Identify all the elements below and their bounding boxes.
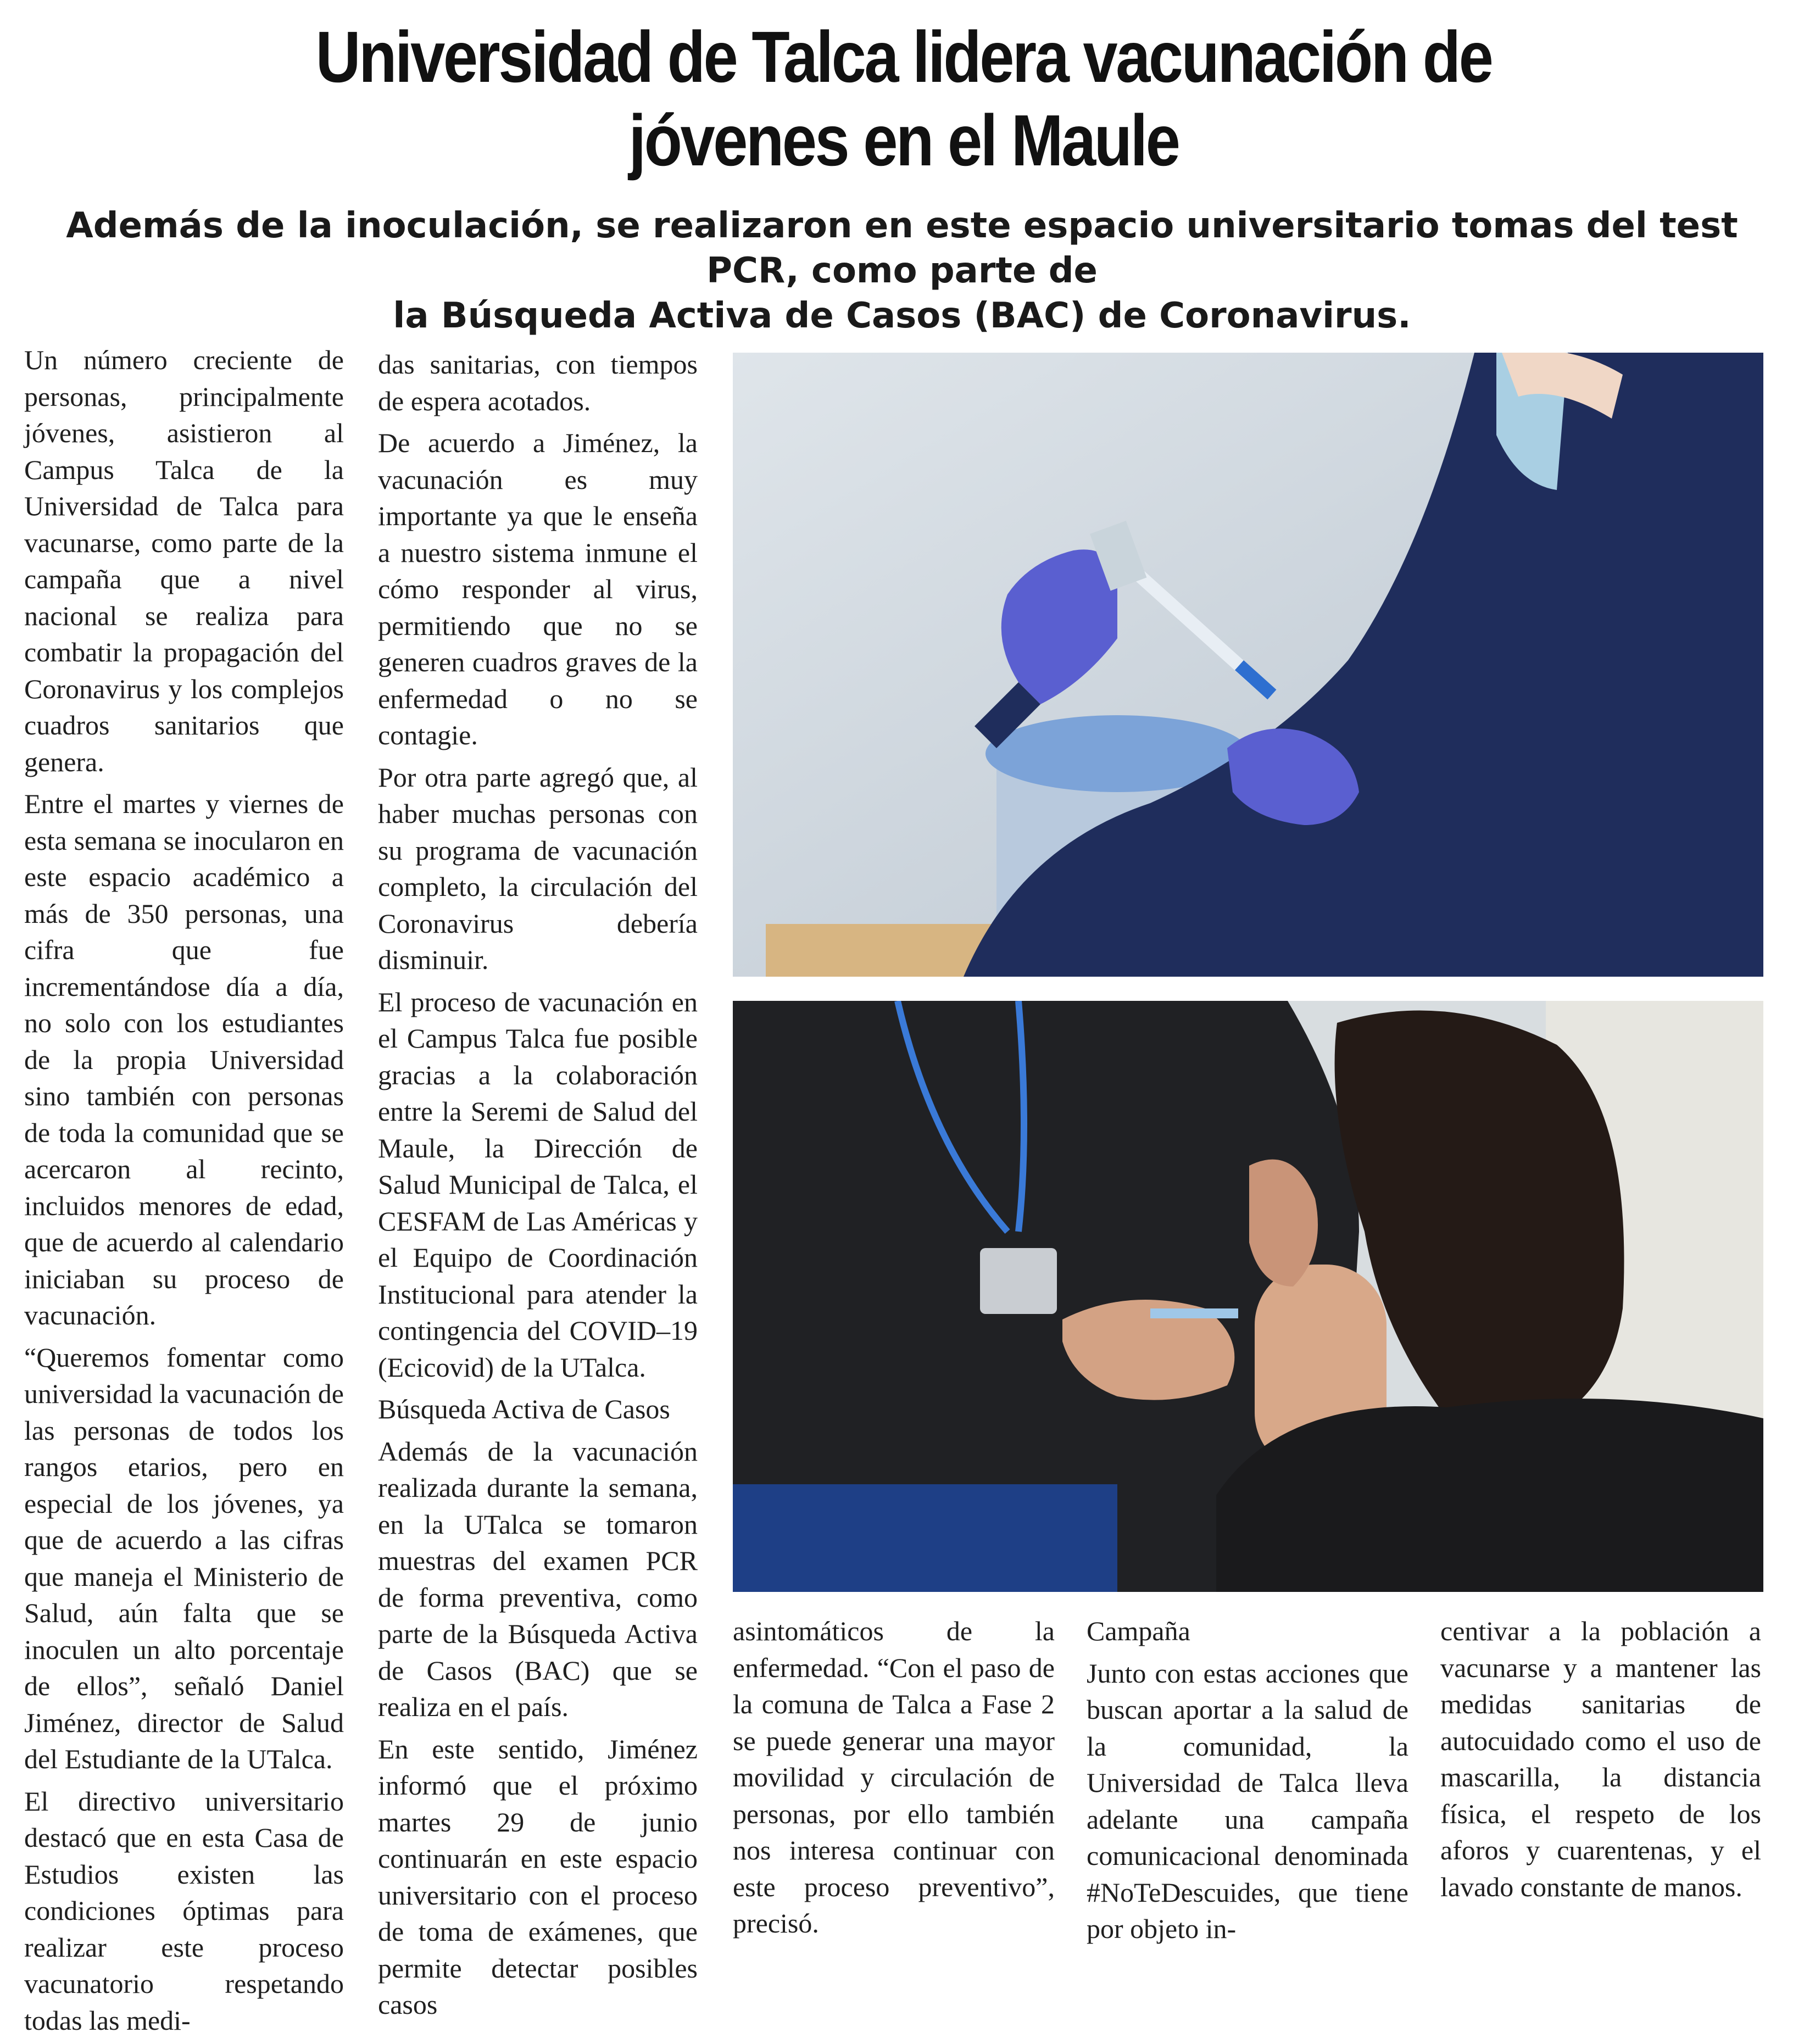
paragraph: El proceso de vacunación en el Campus Talca fue posible gracias a la colaboración entre la Seremi de Salud del Maule, la Dirección de Salud Municipal de Talca, el CESFAM de Las Américas y el Equipo de Coordinación Institucional para atender la contingencia del COVID–19 (Ecicovid) de la UTalca. (378, 986, 698, 1383)
subheadline (16, 203, 1788, 338)
headline-line-2: jóvenes en el Maule (628, 100, 1179, 181)
paragraph: Junto con estas acciones que buscan aportar a la salud de la comunidad, la Universidad de Talca lleva adelante una campaña comunicacional denominada #NoTeDescuides, que tiene por objeto in- (1087, 1657, 1408, 1944)
headline (197, 15, 1610, 182)
article-column-2 (378, 346, 698, 2029)
paragraph: Entre el martes y viernes de esta semana se inocularon en este espacio académico a más de 350 personas, una cifra que fue incrementándose día a día, no solo con los estudiantes de la propia Universidad sino también con personas de toda la comunidad que se acercaron al recinto, incluidos menores de edad, que de acuerdo al calendario iniciaban su proceso de vacunación. (24, 788, 344, 1330)
article-column-5 (1440, 1613, 1761, 1911)
subheadline-line-1: Además de la inoculación, se realizaron en este espacio universitario tomas del test PCR, como parte de (66, 205, 1738, 291)
subheadline-line-2: la Búsqueda Activa de Casos (BAC) de Coronavirus. (393, 296, 1411, 336)
section-subheading: Campaña (1087, 1616, 1190, 1646)
article-column-3 (733, 1613, 1055, 1947)
paragraph: centivar a la población a vacunarse y a mantener las medidas sanitarias de autocuidado como el uso de mascarilla, la distancia física, el respeto de los aforos y cuarentenas, y el lavado constante de manos. (1440, 1616, 1761, 1902)
paragraph: Además de la vacunación realizada durante la semana, en la UTalca se tomaron muestras del examen PCR de forma preventiva, como parte de la Búsqueda Activa de Casos (BAC) que se realiza en el país. (378, 1435, 698, 1722)
article-column-4 (1087, 1613, 1408, 1953)
arm-injection-photo-icon (733, 1001, 1763, 1592)
arm-injection-photo (733, 1001, 1763, 1592)
paragraph: Por otra parte agregó que, al haber muchas personas con su programa de vacunación completo, la circulación del Coronavirus debería disminuir. (378, 761, 698, 975)
paragraph: En este sentido, Jiménez informó que el próximo martes 29 de junio continuarán en este espacio universitario con el proceso de toma de exámenes, que permite detectar posibles casos (378, 1733, 698, 2020)
syringe-vaccine-photo-icon (733, 353, 1763, 977)
paragraph: Un número creciente de personas, principalmente jóvenes, asistieron al Campus Talca de la Universidad de Talca para vacunarse, como parte de la campaña que a nivel nacional se realiza para combatir la propagación del Coronavirus y los complejos cuadros sanitarios que genera. (24, 344, 344, 777)
section-subheading: Búsqueda Activa de Casos (378, 1394, 670, 1424)
vaccine-syringe-photo (733, 353, 1763, 977)
paragraph: asintomáticos de la enfermedad. “Con el paso de la comuna de Talca a Fase 2 se puede generar una mayor movilidad y circulación de personas, por ello también nos interesa continuar con este proceso preventivo”, precisó. (733, 1616, 1055, 1939)
paragraph: El directivo universitario destacó que en esta Casa de Estudios existen las condiciones óptimas para realizar este proceso vacunatorio respetando todas las medi- (24, 1785, 344, 2036)
paragraph: De acuerdo a Jiménez, la vacunación es muy importante ya que le enseña a nuestro sistema inmune el cómo responder al virus, permitiendo que no se generen cuadros graves de la enfermedad o no se contagie. (378, 427, 698, 750)
headline-line-1: Universidad de Talca lidera vacunación de (315, 16, 1492, 97)
paragraph: “Queremos fomentar como universidad la vacunación de las personas de todos los rangos etarios, pero en especial de los jóvenes, ya que de acuerdo a las cifras que maneja el Ministerio de Salud, aún falta que se inoculen un alto porcentaje de ellos”, señaló Daniel Jiménez, director de Salud del Estudiante de la UTalca. (24, 1341, 344, 1774)
article-column-1 (24, 342, 344, 2044)
paragraph: das sanitarias, con tiempos de espera acotados. (378, 349, 698, 416)
